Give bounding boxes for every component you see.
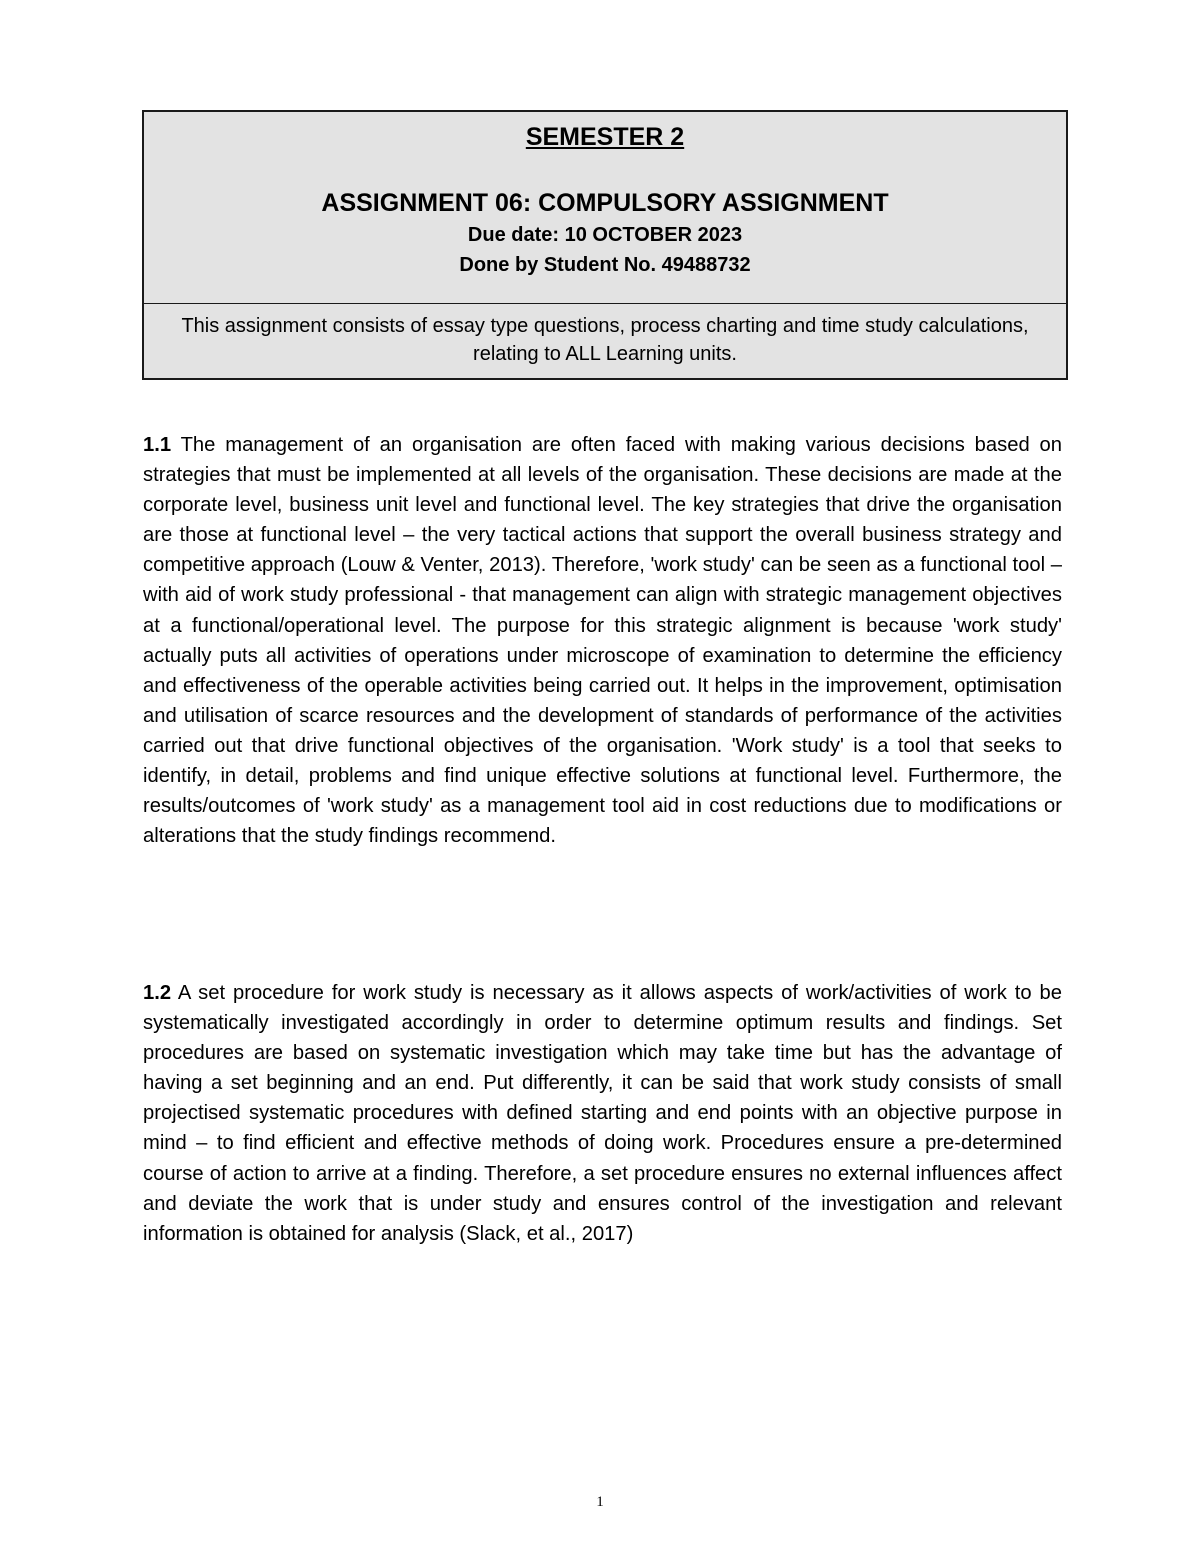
assignment-title: ASSIGNMENT 06: COMPULSORY ASSIGNMENT [321, 189, 889, 217]
student-number: Done by Student No. 49488732 [459, 254, 751, 276]
section-1-2-number: 1.2 [143, 982, 172, 1004]
due-date: Due date: 10 OCTOBER 2023 [467, 224, 743, 246]
section-1-1-number: 1.1 [143, 434, 172, 456]
assignment-header-box [142, 110, 1068, 380]
header-title-block [144, 112, 1066, 304]
section-1-1-text: The management of an organisation are often faced with making various decisions based on strategies that must be implemented at all levels of the organisation. These decisions are made at the corporate level, business unit level and functional level. The key strategies that drive the organisation are those at functional level – the very tactical actions that support the overall business strategy and competitive approach (Louw & Venter, 2013). Therefore, 'work study' can be seen as a functional tool – with aid of work study professional - that management can align with strategic management objectives at a functional/operational level. The purpose for this strategic alignment is because 'work study' actually puts all activities of operations under microscope of examination to determine the efficiency and effectiveness of the operable activities being carried out. It helps in the improvement, optimisation and utilisation of scarce resources and the development of standards of performance of the activities carried out that drive functional objectives of the organisation. 'Work study' is a tool that seeks to identify, in detail, problems and find unique effective solutions at functional level. Furthermore, the results/outcomes of 'work study' as a management tool aid in cost reductions due to modifications or alterations that the study findings recommend. [143, 434, 1062, 848]
assignment-description: This assignment consists of essay type questions, process charting and time study calculations, relating to ALL Learning units. [181, 315, 1029, 365]
section-1-1-paragraph [143, 430, 1062, 851]
semester-heading: SEMESTER 2 [525, 123, 685, 151]
section-1-2-text: A set procedure for work study is necessary as it allows aspects of work/activities of work to be systematically investigated accordingly in order to determine optimum results and findings. Set procedures are based on systematic investigation which may take time but has the advantage of having a set beginning and an end. Put differently, it can be said that work study consists of small projectised systematic procedures with defined starting and end points with an objective purpose in mind – to find efficient and effective methods of doing work. Procedures ensure a pre-determined course of action to arrive at a finding. Therefore, a set procedure ensures no external influences affect and deviate the work that is under study and ensures control of the investigation and relevant information is obtained for analysis (Slack, et al., 2017) [143, 982, 1062, 1245]
page-number: 1 [596, 1494, 604, 1510]
section-1-2-paragraph [143, 978, 1062, 1249]
